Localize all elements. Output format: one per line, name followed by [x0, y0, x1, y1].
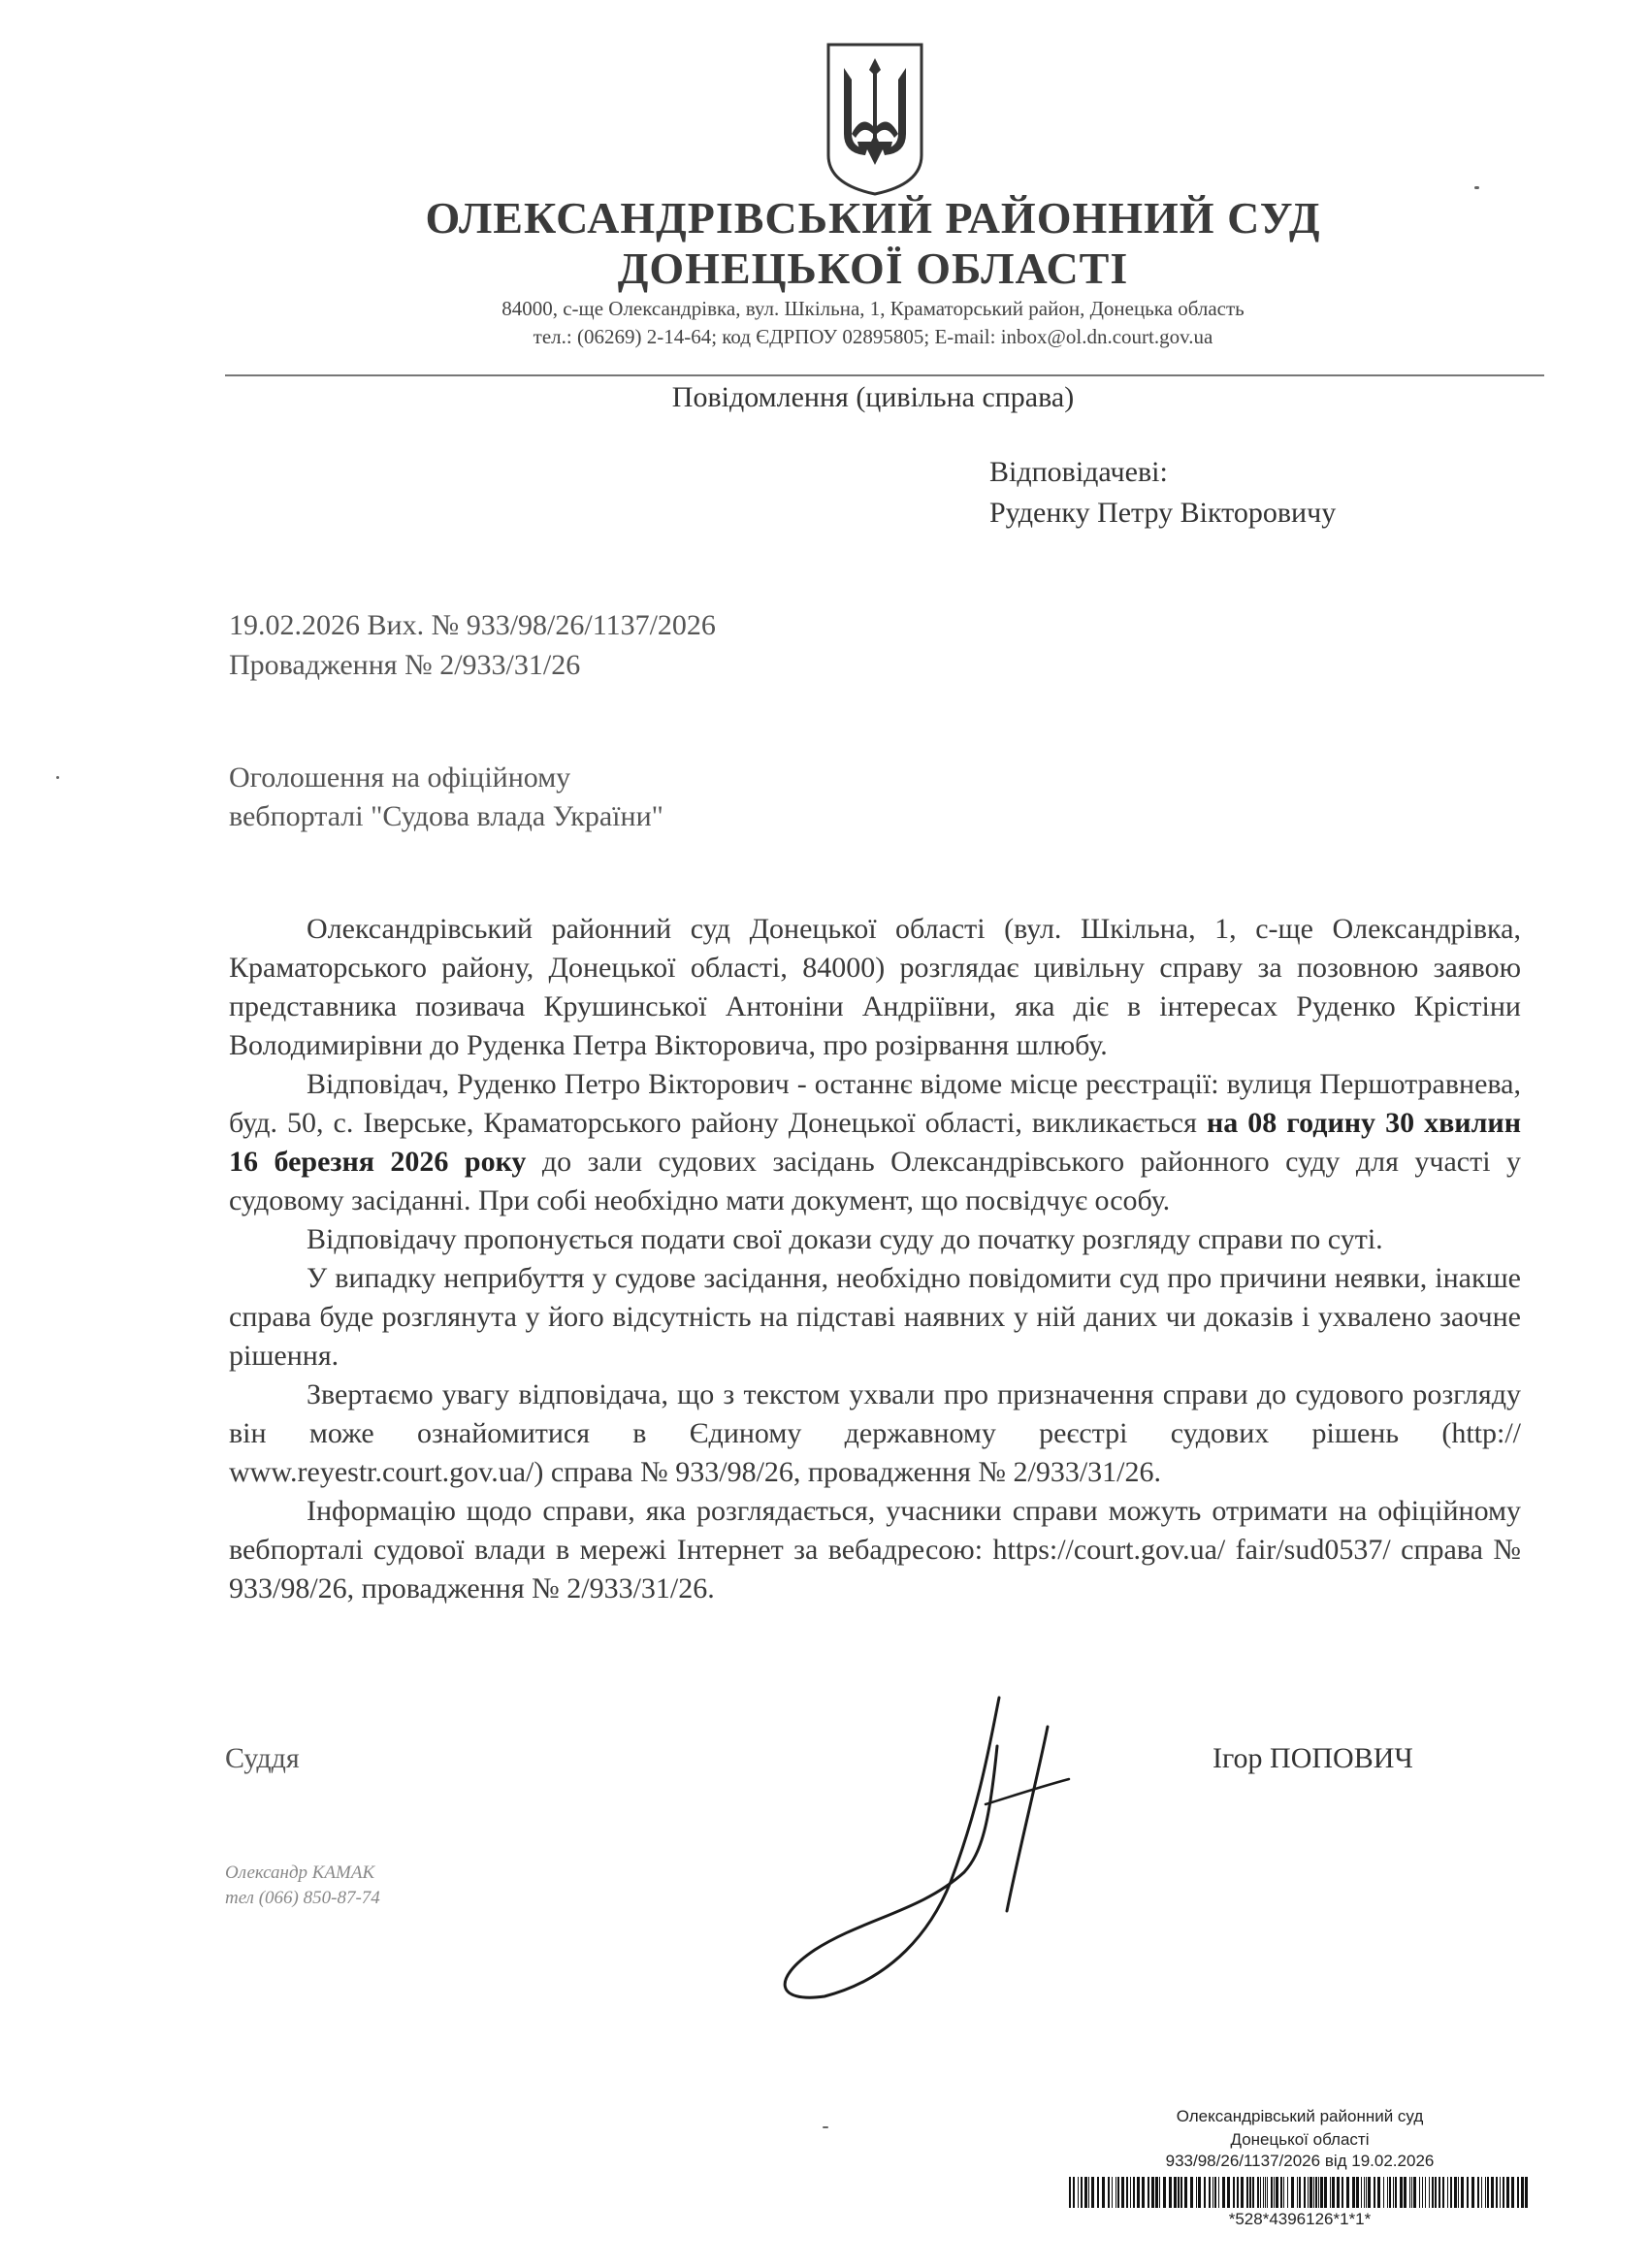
- summons-text-start: Відповідач, Руденко Петро Вікторович - останнє відоме місце реєстрації: вулиця Першотравнева, буд. 50, с. Іверське, Краматорського району Донецької області, викликається: [229, 1068, 1521, 1139]
- paragraph-case-info: Олександрівський районний суд Донецької області (вул. Шкільна, 1, с-ще Олександрівка, Краматорського району, Донецької області, 84000) розглядає цивільну справу за позовною заявою представника позивача Крушинської Антоніни Андріївни, яка діє в інтересах Руденко Крістіни Володимирівни до Руденка Петра Вікторовича, про розірвання шлюбу.: [229, 913, 1521, 1061]
- scan-speck: [56, 776, 59, 779]
- barcode-bar: [1190, 2177, 1193, 2208]
- barcode-bar: [1308, 2177, 1309, 2208]
- barcode-bar: [1088, 2177, 1089, 2208]
- barcode-bar: [1320, 2177, 1323, 2208]
- barcode-bar: [1246, 2177, 1248, 2208]
- barcode-bar: [1263, 2177, 1264, 2208]
- registration-court: Олександрівський районний суд: [1176, 2107, 1424, 2125]
- barcode-bar: [1178, 2177, 1180, 2208]
- barcode-bar: [1332, 2177, 1335, 2208]
- barcode-bar: [1108, 2177, 1110, 2208]
- barcode-bar: [1377, 2177, 1380, 2208]
- barcode-bar: [1159, 2177, 1160, 2208]
- barcode-bar: [1361, 2177, 1362, 2208]
- barcode-bar: [1411, 2177, 1412, 2208]
- barcode-bar: [1209, 2177, 1211, 2208]
- barcode-bar: [1283, 2177, 1284, 2208]
- registration-region: Донецької області: [1230, 2130, 1370, 2149]
- court-name-line1: ОЛЕКСАНДРІВСЬКИЙ РАЙОННИЙ СУД: [425, 193, 1321, 243]
- announcement-line1: Оголошення на офіційному: [229, 761, 571, 794]
- announcement-line2: вебпорталі "Судова влада України": [229, 800, 663, 832]
- barcode-bar: [1274, 2177, 1275, 2208]
- barcode-bar: [1112, 2177, 1113, 2208]
- court-address: 84000, с-ще Олександрівка, вул. Шкільна, 1, Краматорський район, Донецька область: [501, 297, 1245, 320]
- barcode-bar: [1137, 2177, 1140, 2208]
- barcode-bar: [1257, 2177, 1259, 2208]
- barcode-bar: [1276, 2177, 1278, 2208]
- paragraph-evidence: Відповідачу пропонується подати свої докази суду до початку розгляду справи по суті.: [307, 1223, 1383, 1255]
- barcode-bar: [1461, 2177, 1464, 2208]
- recipient-label: Відповідачеві:: [989, 456, 1168, 488]
- barcode-bar: [1073, 2177, 1075, 2208]
- barcode-bar: [1517, 2177, 1519, 2208]
- barcode-bar: [1218, 2177, 1219, 2208]
- executor-phone: тел (066) 850-87-74: [225, 1888, 380, 1908]
- barcode-bar: [1304, 2177, 1306, 2208]
- barcode-bar: [1227, 2177, 1230, 2208]
- barcode-bar: [1393, 2177, 1394, 2208]
- barcode-bar: [1485, 2177, 1486, 2208]
- barcode-icon: [1067, 2177, 1533, 2208]
- handwritten-signature: [757, 1688, 1086, 2008]
- barcode-bar: [1356, 2177, 1359, 2208]
- barcode-bar: [1180, 2177, 1182, 2208]
- barcode-bar: [1265, 2177, 1266, 2208]
- barcode-bar: [1330, 2177, 1331, 2208]
- barcode-bar: [1503, 2177, 1504, 2208]
- barcode-bar: [1442, 2177, 1444, 2208]
- barcode-bar: [1383, 2177, 1384, 2208]
- barcode-bar: [1525, 2177, 1528, 2208]
- barcode-bar: [1413, 2177, 1416, 2208]
- barcode-bar: [1084, 2177, 1087, 2208]
- barcode-bar: [1078, 2177, 1079, 2208]
- barcode-bar: [1315, 2177, 1317, 2208]
- outgoing-number: 19.02.2026 Вих. № 933/98/26/1137/2026: [229, 609, 716, 641]
- court-name-line2: ДОНЕЦЬКОЇ ОБЛАСТІ: [617, 243, 1129, 293]
- barcode-bar: [1439, 2177, 1440, 2208]
- barcode-bar: [1364, 2177, 1365, 2208]
- proceeding-number: Провадження № 2/933/31/26: [229, 649, 581, 681]
- summons-text-end: до зали судових засідань Олександрівського районного суду для участі у судовому засіданні. При собі необхідно мати документ, що посвідчує особу.: [229, 1146, 1521, 1216]
- barcode-bar: [1241, 2177, 1244, 2208]
- barcode-bar: [1447, 2177, 1448, 2208]
- barcode-bar: [1249, 2177, 1251, 2208]
- header-divider: [225, 374, 1544, 376]
- barcode-bar: [1491, 2177, 1494, 2208]
- barcode-bar: [1233, 2177, 1235, 2208]
- barcode-bar: [1237, 2177, 1239, 2208]
- hearing-datetime: на 08 годину 30 хвилин 16 березня 2026 року: [229, 1107, 1521, 1178]
- barcode-bar: [1126, 2177, 1128, 2208]
- executor-name: Олександр КАМАК: [225, 1863, 375, 1883]
- barcode-bar: [1425, 2177, 1426, 2208]
- coat-of-arms-icon: [823, 41, 927, 196]
- barcode-bar: [1374, 2177, 1375, 2208]
- judge-title: Суддя: [225, 1742, 300, 1774]
- court-contacts: тел.: (06269) 2-14-64; код ЄДРПОУ 02895805; E-mail: inbox@ol.dn.court.gov.ua: [533, 325, 1213, 348]
- barcode-bar: [1481, 2177, 1482, 2208]
- barcode-bar: [1151, 2177, 1154, 2208]
- barcode-bar: [1404, 2177, 1406, 2208]
- barcode-bar: [1097, 2177, 1099, 2208]
- scan-speck: [1474, 186, 1479, 189]
- barcode-bar: [1318, 2177, 1319, 2208]
- barcode-bar: [1260, 2177, 1261, 2208]
- barcode-bar: [1174, 2177, 1177, 2208]
- barcode-bar: [1299, 2177, 1301, 2208]
- barcode-bar: [1458, 2177, 1459, 2208]
- barcode-bar: [1454, 2177, 1457, 2208]
- paragraph-registry: Звертаємо увагу відповідача, що з текстом ухвали про призначення справи до судового розгляду він може ознайомитися в Єдиному державному реєстрі судових рішень (http:// www.reyestr.court.gov.ua/) справа № 933/98/26, провадження № 2/933/31/26.: [229, 1378, 1521, 1488]
- barcode-bar: [1287, 2177, 1288, 2208]
- barcode-bar: [1252, 2177, 1254, 2208]
- barcode-bar: [1081, 2177, 1083, 2208]
- barcode-bar: [1091, 2177, 1094, 2208]
- barcode-bar: [1500, 2177, 1501, 2208]
- barcode-bar: [1471, 2177, 1474, 2208]
- barcode-bar: [1477, 2177, 1479, 2208]
- barcode-bar: [1467, 2177, 1469, 2208]
- paragraph-webportal: Інформацію щодо справи, яка розглядається, учасники справи можуть отримати на офіційному вебпорталі судової влади в мережі Інтернет за вебадресою: https://court.gov.ua/ fair/sud0537/ справа № 933/98/26, провадження № 2/933/31/26.: [229, 1495, 1521, 1604]
- registration-number: 933/98/26/1137/2026 від 19.02.2026: [1165, 2152, 1435, 2170]
- barcode-bar: [1422, 2177, 1423, 2208]
- notice-body: [229, 910, 1521, 1608]
- barcode-bar: [1155, 2177, 1158, 2208]
- barcode-bar: [1198, 2177, 1201, 2208]
- barcode-bar: [1310, 2177, 1312, 2208]
- barcode-bar: [1389, 2177, 1391, 2208]
- barcode-bar: [1212, 2177, 1213, 2208]
- barcode-bar: [1368, 2177, 1371, 2208]
- barcode-bar: [1429, 2177, 1430, 2208]
- barcode-bar: [1435, 2177, 1437, 2208]
- barcode-bar: [1337, 2177, 1340, 2208]
- barcode-bar: [1346, 2177, 1349, 2208]
- barcode-bar: [1432, 2177, 1434, 2208]
- barcode-bar: [1506, 2177, 1509, 2208]
- scan-speck: [823, 2126, 828, 2128]
- barcode-bar: [1214, 2177, 1216, 2208]
- barcode-bar: [1387, 2177, 1388, 2208]
- recipient-name: Руденку Петру Вікторовичу: [989, 497, 1337, 529]
- barcode-bar: [1496, 2177, 1498, 2208]
- barcode-bar: [1324, 2177, 1327, 2208]
- barcode-bar: [1450, 2177, 1452, 2208]
- paragraph-absence: У випадку неприбуття у судове засідання, необхідно повідомити суд про причини неявки, інакше справа буде розглянута у його відсутність на підставі наявних у ній даних чи доказів і ухвалено заочне рішення.: [229, 1262, 1521, 1372]
- barcode-bar: [1117, 2177, 1119, 2208]
- barcode-bar: [1133, 2177, 1135, 2208]
- barcode-bar: [1069, 2177, 1071, 2208]
- barcode-bar: [1102, 2177, 1105, 2208]
- barcode-bar: [1271, 2177, 1273, 2208]
- barcode-bar: [1163, 2177, 1166, 2208]
- barcode-bar: [1400, 2177, 1403, 2208]
- barcode-bar: [1121, 2177, 1124, 2208]
- barcode-bar: [1222, 2177, 1225, 2208]
- barcode-bar: [1419, 2177, 1420, 2208]
- judge-name: Ігор ПОПОВИЧ: [1212, 1742, 1413, 1774]
- paragraph-summons: [229, 1065, 1521, 1220]
- barcode-text: *528*4396126*1*1*: [1228, 2210, 1372, 2228]
- barcode-bar: [1267, 2177, 1268, 2208]
- barcode-bar: [1366, 2177, 1367, 2208]
- barcode-bar: [1521, 2177, 1524, 2208]
- barcode-bar: [1142, 2177, 1145, 2208]
- barcode-bar: [1196, 2177, 1197, 2208]
- barcode-bar: [1280, 2177, 1282, 2208]
- barcode-bar: [1342, 2177, 1343, 2208]
- barcode-bar: [1511, 2177, 1514, 2208]
- barcode-bar: [1313, 2177, 1314, 2208]
- barcode-bar: [1169, 2177, 1172, 2208]
- barcode-bar: [1291, 2177, 1294, 2208]
- barcode-bar: [1409, 2177, 1410, 2208]
- document-type: Повідомлення (цивільна справа): [671, 381, 1075, 413]
- barcode-bar: [1352, 2177, 1355, 2208]
- barcode-bar: [1395, 2177, 1397, 2208]
- barcode-bar: [1297, 2177, 1298, 2208]
- barcode-bar: [1204, 2177, 1206, 2208]
- barcode-bar: [1148, 2177, 1149, 2208]
- barcode-bar: [1487, 2177, 1489, 2208]
- barcode-bar: [1184, 2177, 1187, 2208]
- barcode-bar: [1130, 2177, 1131, 2208]
